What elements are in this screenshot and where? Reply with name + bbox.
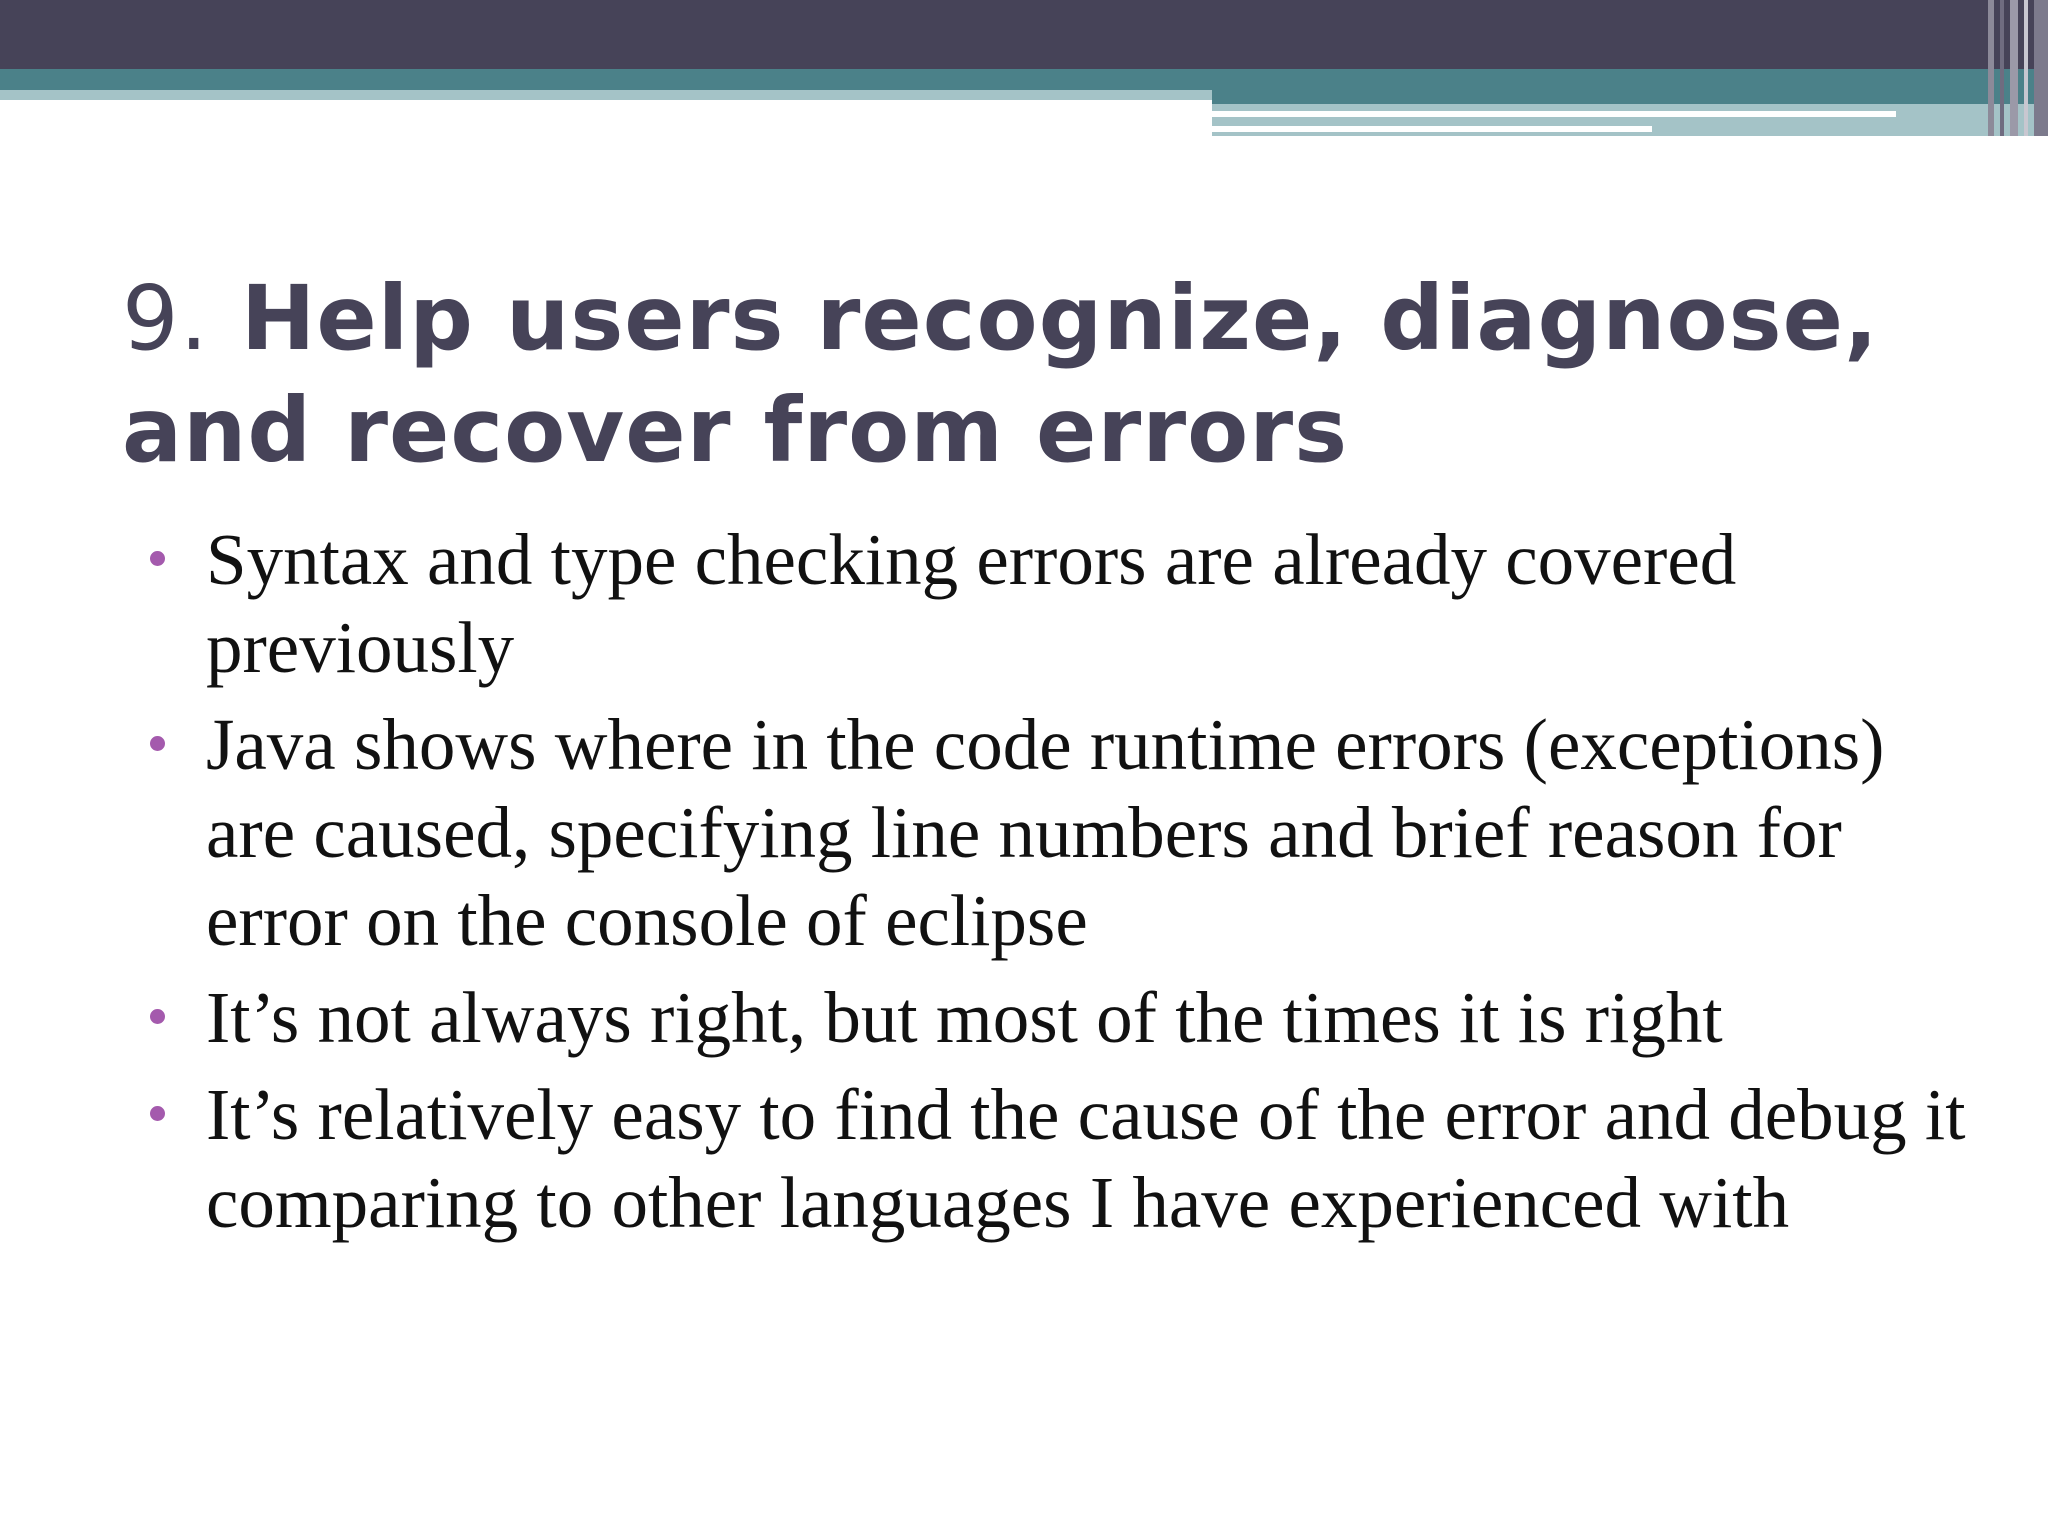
header-band-teal bbox=[0, 69, 2048, 90]
bullet-item bbox=[148, 1071, 1968, 1247]
title-text: Help users recognize, diagnose, and recover from errors bbox=[122, 266, 1879, 482]
title-number: 9. bbox=[122, 266, 209, 370]
header-band-light-left bbox=[0, 90, 1212, 100]
bullet-item bbox=[148, 974, 1968, 1062]
bullet-item bbox=[148, 701, 1968, 965]
edge-stripe bbox=[2034, 0, 2048, 136]
bullet-text: Java shows where in the code runtime errors (exceptions) are caused, specifying line numbers and brief reason for error on the console of eclipse bbox=[206, 704, 1885, 961]
bullet-text: It’s not always right, but most of the times it is right bbox=[206, 977, 1723, 1058]
header-white-line bbox=[1212, 111, 1896, 117]
header-band-dark bbox=[0, 0, 2048, 69]
edge-stripe bbox=[2010, 0, 2018, 136]
edge-stripe bbox=[1988, 0, 1994, 136]
edge-stripe bbox=[2024, 0, 2028, 136]
bullet-dot-icon bbox=[150, 736, 165, 751]
edge-stripe bbox=[2000, 0, 2004, 136]
header-band-step bbox=[1212, 90, 2048, 104]
slide-title bbox=[122, 262, 1882, 486]
bullet-dot-icon bbox=[150, 1106, 165, 1121]
bullet-dot-icon bbox=[150, 551, 165, 566]
bullet-item bbox=[148, 516, 1968, 692]
bullet-text: Syntax and type checking errors are already covered previously bbox=[206, 519, 1737, 688]
header-white-gap bbox=[1212, 126, 1652, 132]
bullet-text: It’s relatively easy to find the cause of the error and debug it comparing to other languages I have experienced with bbox=[206, 1074, 1966, 1243]
bullet-dot-icon bbox=[150, 1009, 165, 1024]
bullet-list bbox=[148, 516, 1968, 1256]
